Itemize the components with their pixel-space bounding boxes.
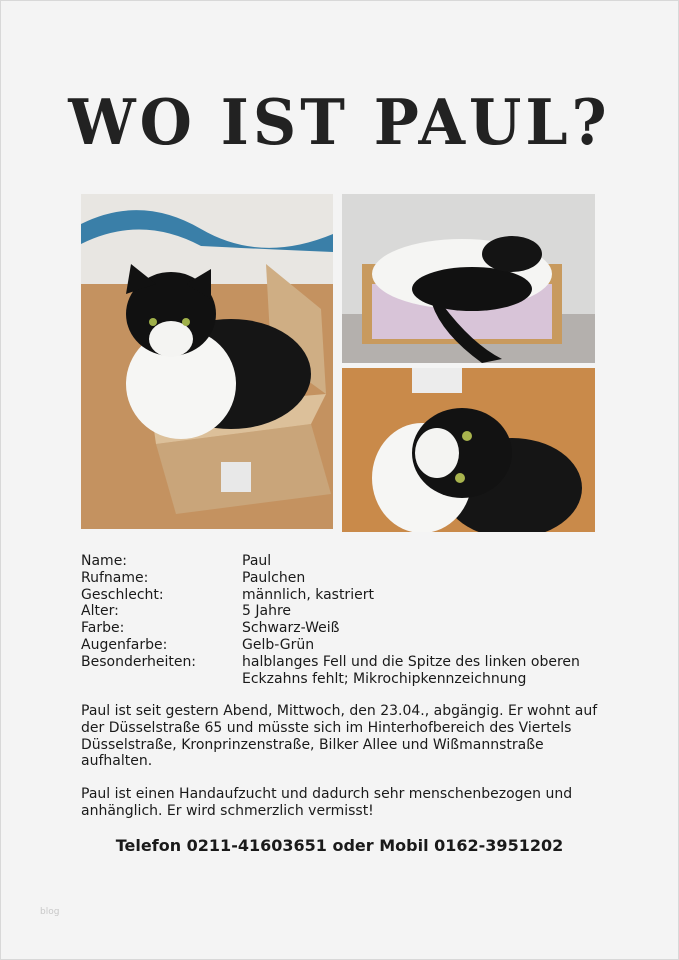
detail-value: Paul: [242, 553, 272, 569]
detail-label: Rufname:: [81, 569, 149, 586]
detail-row: [81, 620, 592, 637]
detail-label: Augenfarbe:: [81, 636, 168, 653]
cat-looking-up-photo: [342, 368, 595, 532]
cat-details: [81, 553, 592, 687]
detail-value: 5 Jahre: [242, 603, 291, 620]
flyer-title: WO IST PAUL?: [68, 86, 611, 160]
cat-in-box-photo: [81, 194, 333, 529]
detail-value: halblanges Fell und die Spitze des linken oberen Eckzahns fehlt; Mikrochipkennzeichnung: [242, 653, 580, 687]
contact-phone-numbers: Telefon 0211-41603651 oder Mobil 0162-3951202: [115, 836, 564, 855]
detail-row: [81, 654, 592, 688]
detail-label: Name:: [81, 553, 128, 569]
detail-row: [81, 587, 592, 604]
detail-value: Schwarz-Weiß: [242, 620, 340, 637]
cat-on-bed-photo: [342, 194, 595, 363]
detail-label: Geschlecht:: [81, 586, 164, 603]
detail-row: [81, 553, 592, 570]
detail-row: [81, 570, 592, 587]
detail-value: Gelb-Grün: [242, 636, 315, 653]
detail-row: [81, 637, 592, 654]
detail-value: Paulchen: [242, 569, 306, 586]
detail-label: Alter:: [81, 603, 119, 620]
detail-label: Farbe:: [81, 620, 125, 637]
description-paragraph: Paul ist einen Handaufzucht und dadurch sehr menschenbezogen und anhänglich. Er wird schmerzlich vermisst!: [81, 786, 573, 819]
detail-value: männlich, kastriert: [242, 586, 374, 603]
detail-label: Besonderheiten:: [81, 653, 197, 670]
description-paragraph: Paul ist seit gestern Abend, Mittwoch, den 23.04., abgängig. Er wohnt auf der Düsselstraße 65 und müsste sich im Hinterhofbereich des Viertels Düsselstraße, Kronprinzenstraße, Bilker Allee und Wißmannstraße aufhalten.: [81, 703, 598, 770]
watermark: blog: [40, 907, 60, 917]
detail-row: [81, 603, 592, 620]
